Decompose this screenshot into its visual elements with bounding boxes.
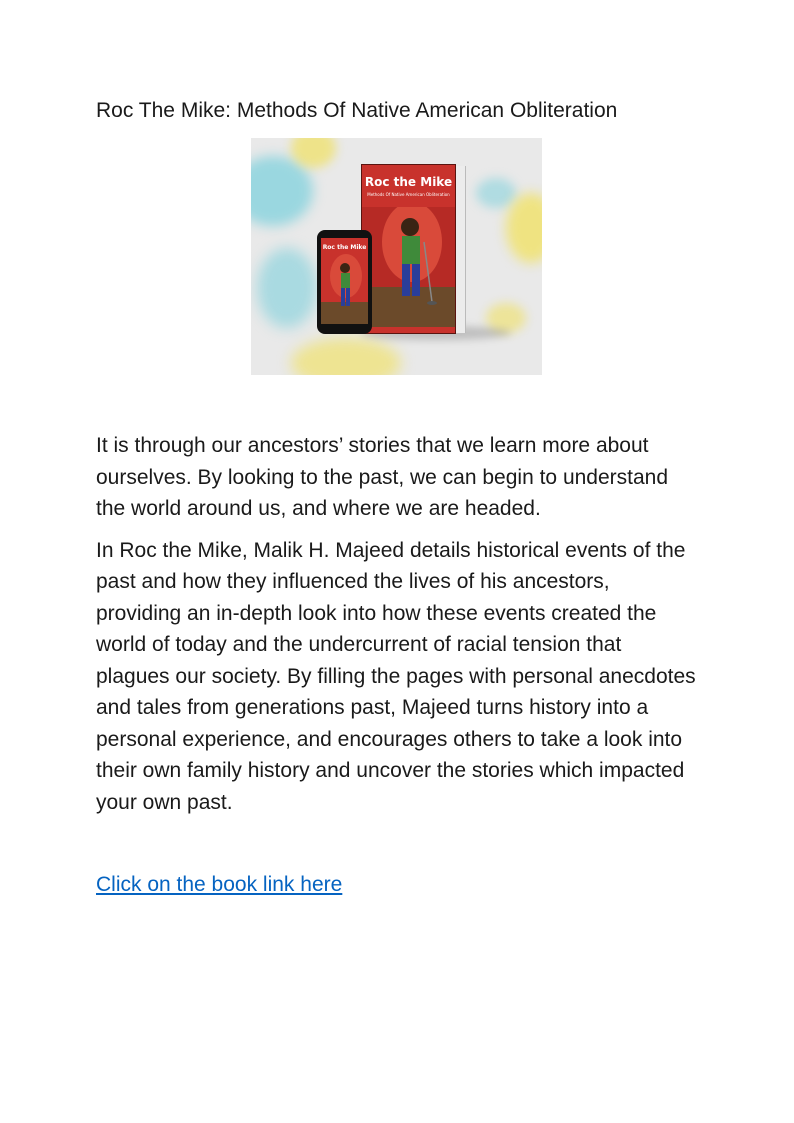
book-cover xyxy=(361,164,456,334)
paragraph-intro: It is through our ancestors’ stories that we learn more about ourselves. By looking to the past, we can begin to understand the world around us, and where we are headed. xyxy=(96,434,669,520)
splash-cyan-3 xyxy=(476,178,516,208)
splash-cyan-2 xyxy=(257,248,317,328)
book-cover-subtitle: Methods Of Native American Obliteration xyxy=(367,192,450,197)
book-cover-title: Roc the Mike xyxy=(364,175,453,189)
document-page xyxy=(96,96,700,900)
phone-mockup xyxy=(317,230,372,334)
phone-cover-title: Roc the Mike xyxy=(322,244,367,251)
book-pages-edge xyxy=(456,166,466,333)
splash-yellow-2 xyxy=(506,193,542,263)
paragraph-description: In Roc the Mike, Malik H. Majeed details historical events of the past and how they influenced the lives of his ancestors, providing an in-depth look into how these events created the world of today and the undercurrent of racial tension that plagues our society. By filling the pages with personal anecdotes and tales from generations past, Majeed turns history into a personal experience, and encourages others to take a look into their own family history and uncover the stories which impacted your own past. xyxy=(96,538,696,814)
document-title: Roc The Mike: Methods Of Native American Obliteration xyxy=(96,99,618,122)
splash-cyan-1 xyxy=(251,156,313,226)
splash-yellow-3 xyxy=(291,338,401,375)
phone-screen xyxy=(321,238,368,324)
phone-cover-illustration xyxy=(321,254,368,324)
book-mockup-image xyxy=(251,138,542,375)
book-cover-illustration xyxy=(362,207,455,327)
book-link[interactable]: Click on the book link here xyxy=(96,873,343,896)
